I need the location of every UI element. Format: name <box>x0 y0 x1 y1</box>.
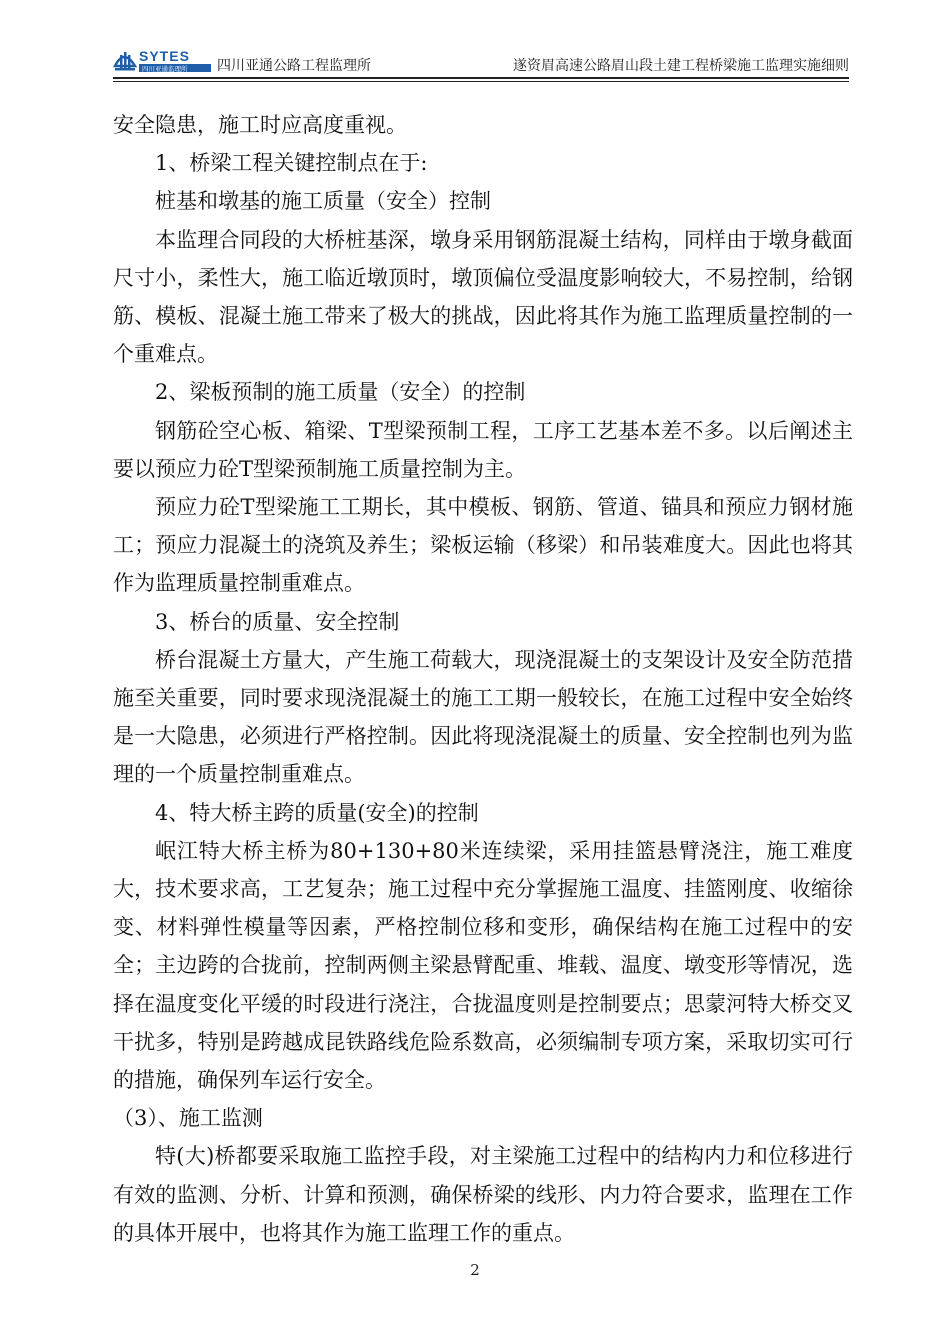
sytes-logo <box>113 46 213 74</box>
header-rule-thin <box>113 81 849 82</box>
logo-wordmark: SYTES <box>139 48 190 64</box>
page-header <box>113 44 849 76</box>
body-paragraph: 1、桥梁工程关键控制点在于: <box>155 151 428 176</box>
header-rule-thick <box>113 77 849 79</box>
body-paragraph: 钢筋砼空心板、箱梁、T型梁预制工程，工序工艺基本差不多。以后阐述主要以预应力砼T型梁预制施工质量控制为主。 <box>113 418 853 481</box>
body-paragraph: （3）、施工监测 <box>113 1106 263 1131</box>
body-paragraph: 桥台混凝土方量大，产生施工荷载大，现浇混凝土的支架设计及安全防范措施至关重要，同时要求现浇混凝土的施工工期一般较长，在施工过程中安全始终是一大隐患，必须进行严格控制。因此将现浇混凝土的质量、安全控制也列为监理的一个质量控制重难点。 <box>113 647 853 787</box>
body-paragraph: 3、桥台的质量、安全控制 <box>155 609 400 634</box>
document-body <box>113 106 853 1252</box>
body-paragraph: 本监理合同段的大桥桩基深，墩身采用钢筋混凝土结构，同样由于墩身截面尺寸小，柔性大，施工临近墩顶时，墩顶偏位受温度影响较大，不易控制，给钢筋、模板、混凝土施工带来了极大的挑战，因此将其作为施工监理质量控制的一个重难点。 <box>113 227 853 367</box>
body-paragraph: 桩基和墩基的施工质量（安全）控制 <box>155 189 491 214</box>
body-paragraph: 岷江特大桥主桥为80+130+80米连续梁，采用挂篮悬臂浇注，施工难度大，技术要求高，工艺复杂；施工过程中充分掌握施工温度、挂篮刚度、收缩徐变、材料弹性模量等因素，严格控制位移和变形，确保结构在施工过程中的安全；主边跨的合拢前，控制两侧主梁悬臂配重、堆载、温度、墩变形等情况，选择在温度变化平缓的时段进行浇注，合拢温度则是控制要点；思蒙河特大桥交叉干扰多，特别是跨越成昆铁路线危险系数高，必须编制专项方案，采取切实可行的措施，确保列车运行安全。 <box>113 838 853 1093</box>
body-paragraph: 4、特大桥主跨的质量(安全)的控制 <box>155 800 479 825</box>
logo-subtext: 四川亚通监理所 <box>142 65 188 73</box>
body-paragraph: 特(大)桥都要采取施工监控手段，对主梁施工过程中的结构内力和位移进行有效的监测、分析、计算和预测，确保桥梁的线形、内力符合要求，监理在工作的具体开展中，也将其作为施工监理工作的重点。 <box>113 1144 853 1245</box>
body-paragraph: 安全隐患，施工时应高度重视。 <box>113 113 407 137</box>
document-title: 遂资眉高速公路眉山段土建工程桥梁施工监理实施细则 <box>513 58 849 74</box>
page-number: 2 <box>470 1261 480 1279</box>
organization-name: 四川亚通公路工程监理所 <box>217 58 371 74</box>
body-paragraph: 2、梁板预制的施工质量（安全）的控制 <box>155 380 526 405</box>
body-paragraph: 预应力砼T型梁施工工期长，其中模板、钢筋、管道、锚具和预应力钢材施工；预应力混凝土的浇筑及养生；梁板运输（移梁）和吊装难度大。因此也将其作为监理质量控制重难点。 <box>113 495 853 596</box>
